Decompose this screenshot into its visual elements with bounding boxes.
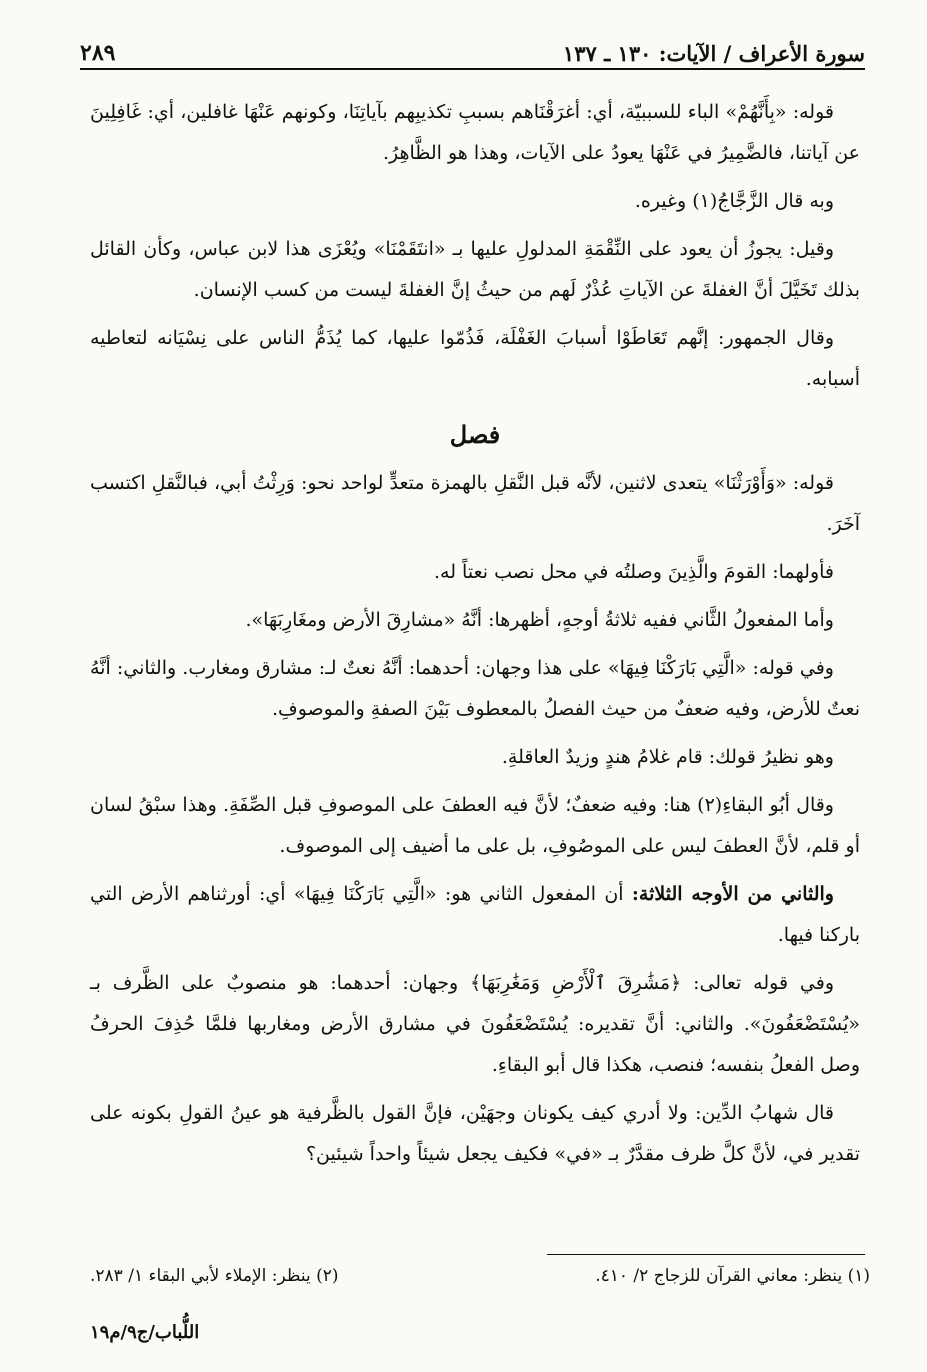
paragraph: فأولهما: القومَ والَّذِينَ وصلتُه في محل نصب نعتاً له.: [434, 561, 834, 583]
bold-lead: والثاني من الأوجه الثلاثة:: [631, 883, 834, 905]
paragraph: وقيل: يجوزُ أن يعود على النِّقْمَةِ المدلولِ عليها بـ «انتَقَمْنَا» ويُعْزَى هذا لابن عباس، وكأن القائل بذلك تَخَيَّلَ أنَّ الغفلةَ عن الآياتِ عُذْرٌ لَهم من حيثُ إنَّ الغفلةَ ليست من كسب الإنسان.: [90, 238, 860, 301]
paragraph: وفي قوله تعالى: ﴿مَشَٰرِقَ ٱلْأَرْضِ وَمَغَٰرِبَهَا﴾ وجهان: أحدهما: هو منصوبٌ على الظَّرف بـ «يُسْتَضْعَفُونَ». والثاني: أنَّ تقديره: يُسْتَضْعَفُونَ في مشارق الأرض ومغاربها فلمَّا حُذِفَ الحرفُ وصل الفعلُ بنفسه؛ فنصب، هكذا قال أبو البقاءِ.: [90, 972, 860, 1076]
paragraph: وقال الجمهور: إنَّهم تَعَاطَوْا أسبابَ الغَفْلَة، فَذُمّوا عليها، كما يُذَمُّ الناس على نِسْيَانه لتعاطيه أسبابه.: [90, 327, 860, 390]
paragraph: وأما المفعولُ الثَّاني ففيه ثلاثةُ أوجهٍ، أظهرها: أنَّهُ «مشارِقَ الأرض ومغَارِبَهَا».: [245, 609, 834, 631]
paragraph: وفي قوله: «الَّتِي بَارَكْنَا فِيهَا» على هذا وجهان: أحدهما: أنَّهُ نعتٌ لـ: مشارق ومغارب. والثاني: أنَّهُ نعتٌ للأرض، وفيه ضعفٌ من حيث الفصلُ بالمعطوف بَيْنَ الصفةِ والموصوفِ.: [90, 657, 860, 720]
footnote-2: (٢) ينظر: الإملاء لأبي البقاء ١/ ٢٨٣.: [90, 1266, 339, 1286]
paragraph: وهو نظيرُ قولك: قام غلامُ هندٍ وزيدٌ العاقلةِ.: [501, 746, 834, 768]
paragraph: وقال أبُو البقاءِ(٢) هنا: وفيه ضعفٌ؛ لأنَّ فيه العطفَ على الموصوفِ قبل الصِّفَةِ. وهذا سبْقُ لسان أو قلم، لأنَّ العطفَ ليس على الموصُوفِ، بل على ما أضيف إلى الموصوف.: [90, 794, 860, 857]
footnote-divider: [547, 1254, 865, 1255]
footnotes: [90, 1266, 870, 1286]
paragraph: قوله: «بِأَنَّهُمْ» الباء للسببيّة، أي: أغرَقْنَاهم بسببِ تكذيبِهم بآياتِنَا، وكونهم عَنْهَا غافلين، أي: غَافِلِينَ عن آياتنا، فالضَّمِيرُ في عَنْهَا يعودُ على الآيات، وهذا هو الظَّاهِرُ.: [90, 101, 860, 164]
paragraph: وبه قال الزَّجَّاجُ(١) وغيره.: [634, 190, 834, 212]
paragraph: قال شهابُ الدِّين: ولا أدري كيف يكونان وجهَيْن، فإنَّ القول بالظَّرفية هو عينُ القولِ بكونه على تقدير في، لأنَّ كلَّ ظرف مقدَّرٌ بـ «في» فكيف يجعل شيئاً واحداً شيئين؟: [90, 1102, 860, 1165]
page-number: ٢٨٩: [80, 40, 116, 66]
signature-mark: اللُّباب/ج٩/م١٩: [90, 1322, 200, 1343]
main-text: [90, 92, 860, 1182]
paragraph: قوله: «وَأَوْرَثْنَا» يتعدى لاثنين، لأنَّه قبل النَّقلِ بالهمزة متعدٍّ لواحد نحو: وَرِثْتُ أبي، فبالنَّقلِ اكتسب آخَرَ.: [90, 472, 860, 535]
page-header: [80, 34, 865, 70]
header-title: سورة الأعراف / الآيات: ١٣٠ ـ ١٣٧: [562, 41, 865, 66]
footnote-1: (١) ينظر: معاني القرآن للزجاج ٢/ ٤١٠.: [595, 1266, 870, 1286]
section-heading: فصل: [449, 420, 501, 449]
paragraph-bold-lead: [90, 874, 860, 956]
paragraph-rest: أن المفعول الثاني هو: «الَّتِي بَارَكْنَا فِيهَا» أي: أورثناهم الأرض التي باركنا فيها.: [90, 883, 860, 946]
